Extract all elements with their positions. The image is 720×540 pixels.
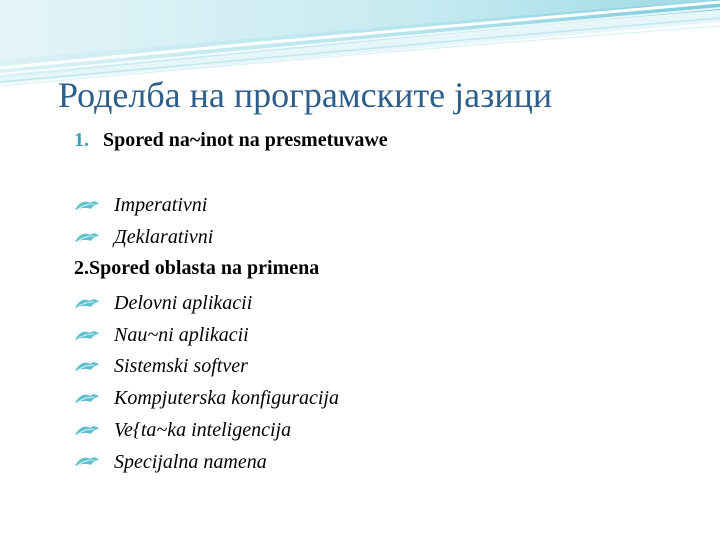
list-item bbox=[74, 288, 339, 320]
list-item-label: Specijalna namena bbox=[114, 450, 267, 473]
list-item-label: Imperativni bbox=[114, 194, 208, 216]
bullet-icon bbox=[74, 328, 100, 344]
bullet-icon bbox=[74, 198, 100, 214]
bullet-icon bbox=[74, 359, 100, 375]
list-item bbox=[74, 351, 339, 383]
list-item-label: Kompjuterska konfiguracija bbox=[114, 387, 339, 410]
list-item bbox=[74, 190, 213, 222]
section-1-number: 1. bbox=[74, 129, 89, 151]
list-item bbox=[74, 222, 213, 254]
list-item-label: Nau~ni aplikacii bbox=[114, 323, 249, 346]
bullet-icon bbox=[74, 230, 100, 246]
bullet-icon bbox=[74, 423, 100, 439]
section-1-heading bbox=[74, 128, 388, 152]
list-item bbox=[74, 415, 339, 447]
list-item-label: Delovni aplikacii bbox=[114, 292, 253, 314]
list-item bbox=[74, 447, 339, 479]
section-1-list bbox=[74, 190, 213, 253]
list-item-label: Ve{ta~ka inteligencija bbox=[114, 418, 292, 441]
section-2-heading: 2.Spored oblasta na primena bbox=[74, 257, 320, 279]
list-item bbox=[74, 320, 339, 352]
section-1-heading-text: Spored na~inot na presmetuvawe bbox=[103, 129, 388, 151]
slide-title: Роделба на програмските јазици bbox=[58, 75, 553, 115]
section-2-list bbox=[74, 288, 339, 478]
bullet-icon bbox=[74, 391, 100, 407]
bullet-icon bbox=[74, 296, 100, 312]
list-item-label: Дeklarativni bbox=[114, 225, 214, 248]
bullet-icon bbox=[74, 454, 100, 470]
list-item-label: Sistemski softver bbox=[114, 355, 248, 378]
list-item bbox=[74, 383, 339, 415]
